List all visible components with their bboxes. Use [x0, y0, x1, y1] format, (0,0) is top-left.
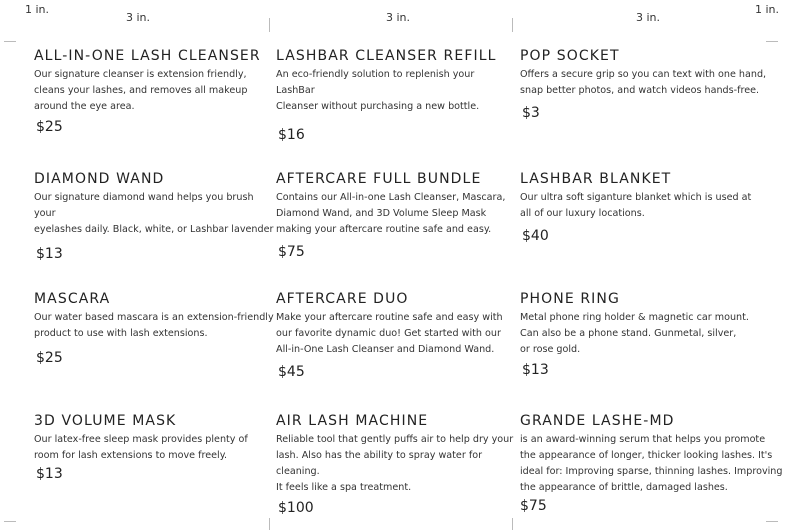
product-price: $16	[278, 127, 305, 143]
description-line: Our latex-free sleep mask provides plenty of	[34, 434, 248, 445]
product-description	[276, 432, 516, 496]
description-line: Cleanser without purchasing a new bottle.	[276, 101, 480, 112]
product-price: $25	[36, 350, 63, 366]
description-line: Contains our All-in-one Lash Cleanser, Mascara,	[276, 192, 506, 203]
description-line: eyelashes daily. Black, white, or Lashbar lavender	[34, 224, 274, 235]
product-title: 3D VOLUME MASK	[34, 413, 177, 429]
ruler-tick	[512, 518, 513, 530]
description-line: room for lash extensions to move freely.	[34, 450, 228, 461]
product-description	[520, 432, 790, 496]
description-line: It feels like a spa treatment.	[276, 482, 412, 493]
product-lashbar-blanket	[520, 171, 780, 244]
product-price: $75	[278, 244, 305, 260]
product-title: LASHBAR BLANKET	[520, 171, 672, 187]
product-diamond-wand	[34, 171, 274, 262]
product-price: $3	[522, 105, 540, 121]
product-lashbar-cleanser-refill	[276, 48, 516, 143]
product-description	[34, 190, 274, 238]
product-air-lash-machine	[276, 413, 516, 516]
product-price: $13	[36, 466, 63, 482]
description-line: is an award-winning serum that helps you promote	[520, 434, 766, 445]
description-line: Our ultra soft siganture blanket which is used at	[520, 192, 752, 203]
description-line: lash. Also has the ability to spray water for cleaning.	[276, 450, 483, 477]
description-line: Diamond Wand, and 3D Volume Sleep Mask	[276, 208, 487, 219]
description-line: our favorite dynamic duo! Get started with our	[276, 328, 501, 339]
product-description	[520, 190, 780, 222]
ruler-tick	[512, 18, 513, 32]
product-title: AIR LASH MACHINE	[276, 413, 429, 429]
product-aftercare-full-bundle	[276, 171, 516, 260]
description-line: cleans your lashes, and removes all makeup	[34, 85, 248, 96]
product-price: $40	[522, 228, 549, 244]
product-price: $13	[36, 246, 63, 262]
product-title: AFTERCARE DUO	[276, 291, 409, 307]
description-line: the appearance of brittle, damaged lashes.	[520, 482, 728, 493]
product-price: $13	[522, 362, 549, 378]
product-mascara	[34, 291, 274, 366]
description-line: or rose gold.	[520, 344, 581, 355]
description-line: Our signature diamond wand helps you brush your	[34, 192, 254, 219]
product-description	[276, 190, 516, 238]
ruler-tick	[269, 18, 270, 32]
description-line: all of our luxury locations.	[520, 208, 645, 219]
description-line: Our water based mascara is an extension-friendly	[34, 312, 274, 323]
product-title: DIAMOND WAND	[34, 171, 165, 187]
crop-mark	[4, 521, 16, 522]
description-line: Reliable tool that gently puffs air to help dry your	[276, 434, 514, 445]
ruler-margin-left: 1 in.	[25, 3, 50, 16]
product-description	[34, 67, 274, 115]
description-line: Offers a secure grip so you can text with one hand,	[520, 69, 767, 80]
product-description	[34, 432, 274, 464]
ruler-margin-right: 1 in.	[755, 3, 780, 16]
ruler-tick	[269, 518, 270, 530]
description-line: ideal for: Improving sparse, thinning lashes. Improving	[520, 466, 783, 477]
description-line: An eco-friendly solution to replenish your LashBar	[276, 69, 475, 96]
product-title: PHONE RING	[520, 291, 620, 307]
product-description	[520, 67, 780, 99]
ruler-column-3: 3 in.	[636, 11, 661, 24]
crop-mark	[766, 41, 778, 42]
product-price: $100	[278, 500, 314, 516]
product-description	[34, 310, 274, 342]
product-grande-lashe-md	[520, 413, 790, 514]
description-line: making your aftercare routine safe and easy.	[276, 224, 492, 235]
description-line: Can also be a phone stand. Gunmetal, silver,	[520, 328, 737, 339]
description-line: product to use with lash extensions.	[34, 328, 208, 339]
product-title: GRANDE LASHE-MD	[520, 413, 675, 429]
product-phone-ring	[520, 291, 780, 378]
product-description	[276, 67, 516, 115]
description-line: All-in-One Lash Cleanser and Diamond Wand.	[276, 344, 495, 355]
product-description	[520, 310, 780, 358]
description-line: Metal phone ring holder & magnetic car mount.	[520, 312, 749, 323]
product-price: $45	[278, 364, 305, 380]
description-line: Our signature cleanser is extension friendly,	[34, 69, 247, 80]
product-3d-volume-mask	[34, 413, 274, 482]
product-pop-socket	[520, 48, 780, 121]
product-title: POP SOCKET	[520, 48, 620, 64]
description-line: around the eye area.	[34, 101, 135, 112]
description-line: the appearance of longer, thicker looking lashes. It's	[520, 450, 773, 461]
description-line: snap better photos, and watch videos hands-free.	[520, 85, 760, 96]
ruler-column-2: 3 in.	[386, 11, 411, 24]
crop-mark	[766, 521, 778, 522]
product-all-in-one-lash-cleanser	[34, 48, 274, 135]
product-description	[276, 310, 516, 358]
product-title: AFTERCARE FULL BUNDLE	[276, 171, 482, 187]
product-price: $25	[36, 119, 63, 135]
ruler-column-1: 3 in.	[126, 11, 151, 24]
product-title: MASCARA	[34, 291, 111, 307]
product-title: ALL-IN-ONE LASH CLEANSER	[34, 48, 261, 64]
product-price: $75	[520, 498, 547, 514]
description-line: Make your aftercare routine safe and easy with	[276, 312, 503, 323]
product-title: LASHBAR CLEANSER REFILL	[276, 48, 497, 64]
product-aftercare-duo	[276, 291, 516, 380]
crop-mark	[4, 41, 16, 42]
